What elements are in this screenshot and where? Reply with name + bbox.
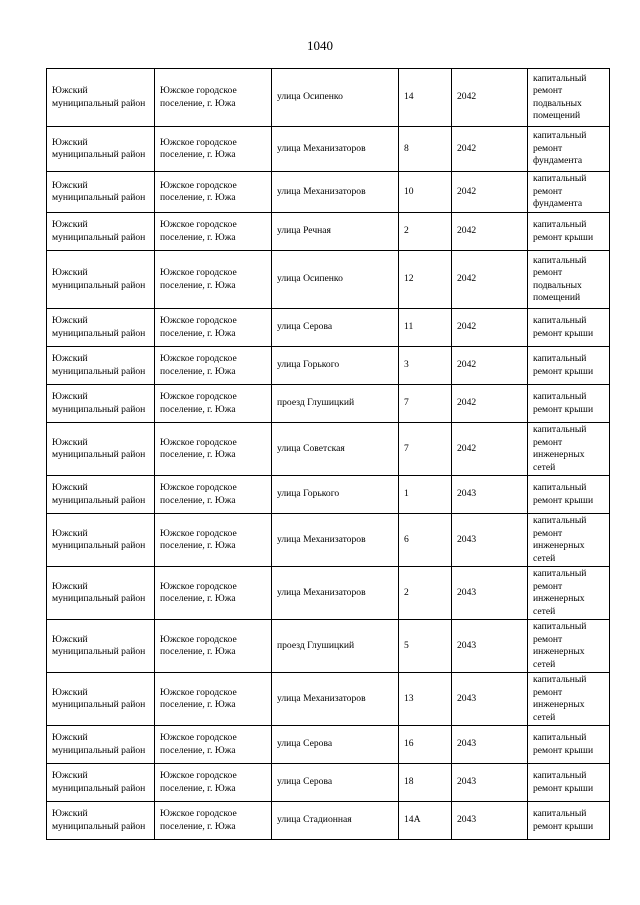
- work-type-cell: капитальный ремонт фундамента: [528, 172, 610, 213]
- street-cell: улица Механизаторов: [272, 673, 399, 726]
- work-type-cell: капитальный ремонт крыши: [528, 347, 610, 385]
- settlement-cell: Южское городское поселение, г. Южа: [155, 476, 272, 514]
- street-cell: улица Механизаторов: [272, 514, 399, 567]
- table-row: [47, 385, 610, 423]
- table-row: [47, 127, 610, 172]
- street-cell: улица Осипенко: [272, 251, 399, 309]
- district-cell: Южский муниципальный район: [47, 347, 155, 385]
- table-row: [47, 567, 610, 620]
- house-cell: 3: [399, 347, 452, 385]
- district-cell: Южский муниципальный район: [47, 567, 155, 620]
- page-number: 1040: [307, 38, 333, 53]
- work-type-cell: капитальный ремонт инженерных сетей: [528, 567, 610, 620]
- work-type-cell: капитальный ремонт крыши: [528, 764, 610, 802]
- district-cell: Южский муниципальный район: [47, 385, 155, 423]
- year-cell: 2043: [452, 764, 528, 802]
- street-cell: улица Горького: [272, 347, 399, 385]
- house-cell: 18: [399, 764, 452, 802]
- year-cell: 2042: [452, 423, 528, 476]
- street-cell: улица Серова: [272, 764, 399, 802]
- settlement-cell: Южское городское поселение, г. Южа: [155, 726, 272, 764]
- work-type-cell: капитальный ремонт инженерных сетей: [528, 423, 610, 476]
- year-cell: 2043: [452, 620, 528, 673]
- settlement-cell: Южское городское поселение, г. Южа: [155, 69, 272, 127]
- street-cell: улица Механизаторов: [272, 567, 399, 620]
- table-row: [47, 251, 610, 309]
- district-cell: Южский муниципальный район: [47, 726, 155, 764]
- street-cell: улица Горького: [272, 476, 399, 514]
- work-type-cell: капитальный ремонт подвальных помещений: [528, 251, 610, 309]
- district-cell: Южский муниципальный район: [47, 620, 155, 673]
- year-cell: 2043: [452, 673, 528, 726]
- year-cell: 2042: [452, 309, 528, 347]
- work-type-cell: капитальный ремонт крыши: [528, 476, 610, 514]
- district-cell: Южский муниципальный район: [47, 309, 155, 347]
- table-row: [47, 514, 610, 567]
- house-cell: 11: [399, 309, 452, 347]
- district-cell: Южский муниципальный район: [47, 213, 155, 251]
- district-cell: Южский муниципальный район: [47, 802, 155, 840]
- work-type-cell: капитальный ремонт крыши: [528, 385, 610, 423]
- district-cell: Южский муниципальный район: [47, 476, 155, 514]
- work-type-cell: капитальный ремонт инженерных сетей: [528, 620, 610, 673]
- year-cell: 2042: [452, 385, 528, 423]
- year-cell: 2042: [452, 127, 528, 172]
- house-cell: 2: [399, 567, 452, 620]
- settlement-cell: Южское городское поселение, г. Южа: [155, 172, 272, 213]
- house-cell: 6: [399, 514, 452, 567]
- work-type-cell: капитальный ремонт крыши: [528, 726, 610, 764]
- street-cell: улица Механизаторов: [272, 172, 399, 213]
- table-row: [47, 764, 610, 802]
- street-cell: улица Советская: [272, 423, 399, 476]
- street-cell: улица Осипенко: [272, 69, 399, 127]
- work-type-cell: капитальный ремонт подвальных помещений: [528, 69, 610, 127]
- year-cell: 2043: [452, 726, 528, 764]
- house-cell: 14А: [399, 802, 452, 840]
- settlement-cell: Южское городское поселение, г. Южа: [155, 423, 272, 476]
- settlement-cell: Южское городское поселение, г. Южа: [155, 213, 272, 251]
- street-cell: улица Речная: [272, 213, 399, 251]
- street-cell: улица Стадионная: [272, 802, 399, 840]
- year-cell: 2042: [452, 347, 528, 385]
- work-type-cell: капитальный ремонт инженерных сетей: [528, 514, 610, 567]
- table-row: [47, 69, 610, 127]
- year-cell: 2042: [452, 251, 528, 309]
- year-cell: 2043: [452, 567, 528, 620]
- year-cell: 2042: [452, 213, 528, 251]
- street-cell: улица Механизаторов: [272, 127, 399, 172]
- work-type-cell: капитальный ремонт крыши: [528, 213, 610, 251]
- settlement-cell: Южское городское поселение, г. Южа: [155, 620, 272, 673]
- table-row: [47, 213, 610, 251]
- table-row: [47, 172, 610, 213]
- district-cell: Южский муниципальный район: [47, 69, 155, 127]
- table-body: [47, 69, 610, 840]
- table-row: [47, 347, 610, 385]
- house-cell: 2: [399, 213, 452, 251]
- repair-schedule-table: [46, 68, 610, 840]
- street-cell: улица Серова: [272, 726, 399, 764]
- settlement-cell: Южское городское поселение, г. Южа: [155, 567, 272, 620]
- year-cell: 2042: [452, 172, 528, 213]
- house-cell: 14: [399, 69, 452, 127]
- work-type-cell: капитальный ремонт инженерных сетей: [528, 673, 610, 726]
- work-type-cell: капитальный ремонт фундамента: [528, 127, 610, 172]
- year-cell: 2043: [452, 476, 528, 514]
- settlement-cell: Южское городское поселение, г. Южа: [155, 673, 272, 726]
- street-cell: проезд Глушицкий: [272, 385, 399, 423]
- settlement-cell: Южское городское поселение, г. Южа: [155, 764, 272, 802]
- year-cell: 2042: [452, 69, 528, 127]
- year-cell: 2043: [452, 802, 528, 840]
- district-cell: Южский муниципальный район: [47, 251, 155, 309]
- district-cell: Южский муниципальный район: [47, 673, 155, 726]
- house-cell: 7: [399, 423, 452, 476]
- table-row: [47, 620, 610, 673]
- table-row: [47, 309, 610, 347]
- district-cell: Южский муниципальный район: [47, 423, 155, 476]
- house-cell: 16: [399, 726, 452, 764]
- house-cell: 7: [399, 385, 452, 423]
- settlement-cell: Южское городское поселение, г. Южа: [155, 127, 272, 172]
- table-row: [47, 726, 610, 764]
- house-cell: 13: [399, 673, 452, 726]
- table-row: [47, 476, 610, 514]
- settlement-cell: Южское городское поселение, г. Южа: [155, 347, 272, 385]
- table-row: [47, 802, 610, 840]
- table-row: [47, 673, 610, 726]
- work-type-cell: капитальный ремонт крыши: [528, 802, 610, 840]
- district-cell: Южский муниципальный район: [47, 127, 155, 172]
- house-cell: 5: [399, 620, 452, 673]
- settlement-cell: Южское городское поселение, г. Южа: [155, 309, 272, 347]
- table-row: [47, 423, 610, 476]
- house-cell: 10: [399, 172, 452, 213]
- work-type-cell: капитальный ремонт крыши: [528, 309, 610, 347]
- house-cell: 8: [399, 127, 452, 172]
- district-cell: Южский муниципальный район: [47, 172, 155, 213]
- settlement-cell: Южское городское поселение, г. Южа: [155, 385, 272, 423]
- settlement-cell: Южское городское поселение, г. Южа: [155, 514, 272, 567]
- year-cell: 2043: [452, 514, 528, 567]
- house-cell: 1: [399, 476, 452, 514]
- street-cell: улица Серова: [272, 309, 399, 347]
- district-cell: Южский муниципальный район: [47, 764, 155, 802]
- house-cell: 12: [399, 251, 452, 309]
- street-cell: проезд Глушицкий: [272, 620, 399, 673]
- settlement-cell: Южское городское поселение, г. Южа: [155, 802, 272, 840]
- settlement-cell: Южское городское поселение, г. Южа: [155, 251, 272, 309]
- district-cell: Южский муниципальный район: [47, 514, 155, 567]
